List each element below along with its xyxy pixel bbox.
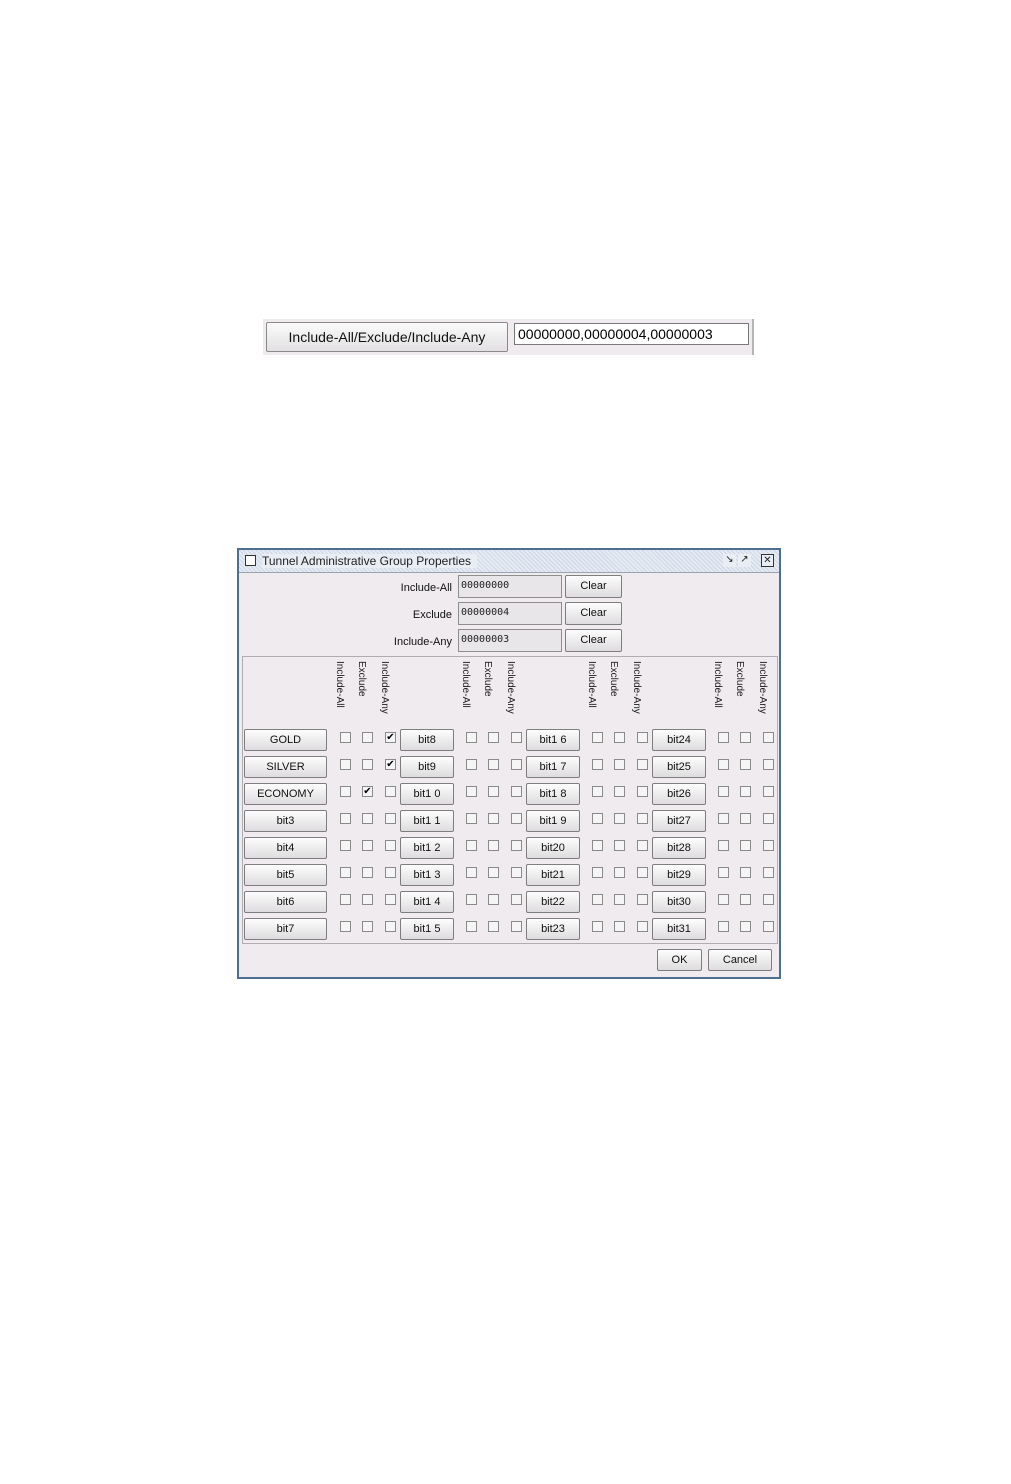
checkbox-bit29-include-any[interactable]: [763, 867, 774, 878]
checkbox-bit27-include-any[interactable]: [763, 813, 774, 824]
group-button-bit31[interactable]: bit31: [652, 918, 706, 940]
checkbox-bit15-include-any[interactable]: [511, 921, 522, 932]
checkbox-bit20-exclude[interactable]: [614, 840, 625, 851]
group-button-bit16[interactable]: bit1 6: [526, 729, 580, 751]
checkbox-bit24-include-any[interactable]: [763, 732, 774, 743]
exclude-field[interactable]: 00000004: [458, 602, 562, 625]
minimize-icon[interactable]: ↘: [723, 554, 736, 567]
checkbox-bit13-exclude[interactable]: [488, 867, 499, 878]
checkbox-bit20-include-any[interactable]: [637, 840, 648, 851]
checkbox-bit8-exclude[interactable]: [488, 732, 499, 743]
column-header-include-any: Include-Any: [631, 661, 642, 714]
group-button-bit11[interactable]: bit1 1: [400, 810, 454, 832]
checkbox-bit4-exclude[interactable]: [362, 840, 373, 851]
checkbox-bit29-exclude[interactable]: [740, 867, 751, 878]
column-header-exclude: Exclude: [482, 661, 493, 697]
checkbox-bit18-include-any[interactable]: [637, 786, 648, 797]
include-exclude-button[interactable]: Include-All/Exclude/Include-Any: [266, 322, 508, 352]
checkbox-bit4-include-any[interactable]: [385, 840, 396, 851]
checkbox-bit7-exclude[interactable]: [362, 921, 373, 932]
checkbox-bit10-include-all[interactable]: [466, 786, 477, 797]
admin-group-strip: [263, 319, 754, 355]
group-button-bit4[interactable]: bit4: [244, 837, 327, 859]
checkbox-bit19-include-all[interactable]: [592, 813, 603, 824]
column-header-include-all: Include-All: [334, 661, 345, 708]
checkbox-bit10-include-any[interactable]: [511, 786, 522, 797]
group-button-bit13[interactable]: bit1 3: [400, 864, 454, 886]
group-button-gold[interactable]: GOLD: [244, 729, 327, 751]
checkbox-bit26-include-all[interactable]: [718, 786, 729, 797]
checkbox-bit25-exclude[interactable]: [740, 759, 751, 770]
group-button-bit17[interactable]: bit1 7: [526, 756, 580, 778]
column-header-exclude: Exclude: [608, 661, 619, 697]
include-any-field[interactable]: 00000003: [458, 629, 562, 652]
column-header-include-all: Include-All: [586, 661, 597, 708]
checkbox-bit11-exclude[interactable]: [488, 813, 499, 824]
checkbox-bit20-include-all[interactable]: [592, 840, 603, 851]
checkbox-bit16-include-any[interactable]: [637, 732, 648, 743]
group-button-bit9[interactable]: bit9: [400, 756, 454, 778]
checkbox-bit22-include-any[interactable]: [637, 894, 648, 905]
column-header-include-any: Include-Any: [379, 661, 390, 714]
checkbox-bit24-include-all[interactable]: [718, 732, 729, 743]
admin-group-value-field[interactable]: 00000000,00000004,00000003: [514, 323, 749, 345]
checkbox-bit13-include-any[interactable]: [511, 867, 522, 878]
checkbox-bit26-exclude[interactable]: [740, 786, 751, 797]
column-header-include-any: Include-Any: [505, 661, 516, 714]
checkbox-bit16-exclude[interactable]: [614, 732, 625, 743]
group-button-bit3[interactable]: bit3: [244, 810, 327, 832]
group-button-bit28[interactable]: bit28: [652, 837, 706, 859]
include-any-clear-button[interactable]: Clear: [565, 629, 622, 652]
checkbox-gold-include-all[interactable]: [340, 732, 351, 743]
group-button-bit8[interactable]: bit8: [400, 729, 454, 751]
checkbox-bit31-exclude[interactable]: [740, 921, 751, 932]
group-button-bit18[interactable]: bit1 8: [526, 783, 580, 805]
group-button-bit19[interactable]: bit1 9: [526, 810, 580, 832]
checkbox-bit19-include-any[interactable]: [637, 813, 648, 824]
group-button-economy[interactable]: ECONOMY: [244, 783, 327, 805]
checkbox-bit8-include-any[interactable]: [511, 732, 522, 743]
checkbox-bit6-include-any[interactable]: [385, 894, 396, 905]
checkbox-bit23-include-all[interactable]: [592, 921, 603, 932]
include-all-clear-button[interactable]: Clear: [565, 575, 622, 598]
checkbox-economy-include-any[interactable]: [385, 786, 396, 797]
group-button-bit6[interactable]: bit6: [244, 891, 327, 913]
checkbox-bit31-include-all[interactable]: [718, 921, 729, 932]
checkbox-bit9-include-all[interactable]: [466, 759, 477, 770]
checkbox-bit23-include-any[interactable]: [637, 921, 648, 932]
checkbox-economy-include-all[interactable]: [340, 786, 351, 797]
checkbox-bit3-include-all[interactable]: [340, 813, 351, 824]
group-button-bit14[interactable]: bit1 4: [400, 891, 454, 913]
checkbox-gold-include-any[interactable]: ✔: [386, 732, 395, 743]
checkbox-bit3-exclude[interactable]: [362, 813, 373, 824]
checkbox-bit17-include-any[interactable]: [637, 759, 648, 770]
checkbox-bit15-include-all[interactable]: [466, 921, 477, 932]
group-button-bit23[interactable]: bit23: [526, 918, 580, 940]
checkbox-bit28-include-all[interactable]: [718, 840, 729, 851]
checkbox-bit21-exclude[interactable]: [614, 867, 625, 878]
column-header-include-any: Include-Any: [757, 661, 768, 714]
checkbox-bit24-exclude[interactable]: [740, 732, 751, 743]
checkbox-bit5-include-all[interactable]: [340, 867, 351, 878]
checkbox-bit17-exclude[interactable]: [614, 759, 625, 770]
exclude-clear-button[interactable]: Clear: [565, 602, 622, 625]
checkbox-bit3-include-any[interactable]: [385, 813, 396, 824]
group-button-bit30[interactable]: bit30: [652, 891, 706, 913]
dialog-title: Tunnel Administrative Group Properties: [262, 554, 477, 568]
group-button-bit12[interactable]: bit1 2: [400, 837, 454, 859]
checkbox-bit31-include-any[interactable]: [763, 921, 774, 932]
ok-button[interactable]: OK: [657, 949, 702, 971]
checkbox-bit27-exclude[interactable]: [740, 813, 751, 824]
checkbox-silver-include-all[interactable]: [340, 759, 351, 770]
checkbox-bit28-include-any[interactable]: [763, 840, 774, 851]
checkbox-bit18-exclude[interactable]: [614, 786, 625, 797]
checkbox-bit9-include-any[interactable]: [511, 759, 522, 770]
checkbox-bit4-include-all[interactable]: [340, 840, 351, 851]
include-any-label: Include-Any: [393, 636, 452, 648]
checkbox-bit14-include-any[interactable]: [511, 894, 522, 905]
exclude-label: Exclude: [412, 609, 452, 621]
column-header-exclude: Exclude: [356, 661, 367, 697]
checkbox-bit6-exclude[interactable]: [362, 894, 373, 905]
checkbox-bit25-include-all[interactable]: [718, 759, 729, 770]
checkbox-silver-include-any[interactable]: ✔: [386, 759, 395, 770]
checkbox-bit12-include-all[interactable]: [466, 840, 477, 851]
checkbox-bit12-include-any[interactable]: [511, 840, 522, 851]
checkbox-economy-exclude[interactable]: ✔: [363, 786, 372, 797]
checkbox-bit29-include-all[interactable]: [718, 867, 729, 878]
group-button-bit7[interactable]: bit7: [244, 918, 327, 940]
checkbox-bit15-exclude[interactable]: [488, 921, 499, 932]
title-bar[interactable]: [239, 550, 779, 573]
group-button-bit22[interactable]: bit22: [526, 891, 580, 913]
checkbox-bit14-include-all[interactable]: [466, 894, 477, 905]
group-button-bit5[interactable]: bit5: [244, 864, 327, 886]
column-header-include-all: Include-All: [712, 661, 723, 708]
checkbox-bit5-exclude[interactable]: [362, 867, 373, 878]
include-all-label: Include-All: [400, 582, 452, 594]
checkbox-bit11-include-any[interactable]: [511, 813, 522, 824]
checkbox-bit14-exclude[interactable]: [488, 894, 499, 905]
checkbox-bit13-include-all[interactable]: [466, 867, 477, 878]
checkbox-bit22-exclude[interactable]: [614, 894, 625, 905]
checkbox-gold-exclude[interactable]: [362, 732, 373, 743]
checkbox-bit11-include-all[interactable]: [466, 813, 477, 824]
checkbox-bit27-include-all[interactable]: [718, 813, 729, 824]
group-button-bit27[interactable]: bit27: [652, 810, 706, 832]
group-button-bit21[interactable]: bit21: [526, 864, 580, 886]
group-button-bit25[interactable]: bit25: [652, 756, 706, 778]
checkbox-bit18-include-all[interactable]: [592, 786, 603, 797]
checkbox-bit21-include-all[interactable]: [592, 867, 603, 878]
checkbox-bit23-exclude[interactable]: [614, 921, 625, 932]
group-button-bit10[interactable]: bit1 0: [400, 783, 454, 805]
cancel-button[interactable]: Cancel: [708, 949, 772, 971]
dialog-footer: [239, 946, 779, 977]
checkbox-bit6-include-all[interactable]: [340, 894, 351, 905]
checkbox-bit30-include-all[interactable]: [718, 894, 729, 905]
group-button-bit24[interactable]: bit24: [652, 729, 706, 751]
checkbox-bit21-include-any[interactable]: [637, 867, 648, 878]
checkbox-bit7-include-all[interactable]: [340, 921, 351, 932]
checkbox-bit30-exclude[interactable]: [740, 894, 751, 905]
checkbox-bit12-exclude[interactable]: [488, 840, 499, 851]
include-all-field[interactable]: 00000000: [458, 575, 562, 598]
checkbox-bit10-exclude[interactable]: [488, 786, 499, 797]
admin-group-dialog: [237, 548, 781, 979]
group-button-bit29[interactable]: bit29: [652, 864, 706, 886]
checkbox-silver-exclude[interactable]: [362, 759, 373, 770]
column-header-include-all: Include-All: [460, 661, 471, 708]
checkbox-bit26-include-any[interactable]: [763, 786, 774, 797]
checkbox-bit19-exclude[interactable]: [614, 813, 625, 824]
group-button-bit20[interactable]: bit20: [526, 837, 580, 859]
checkbox-bit28-exclude[interactable]: [740, 840, 751, 851]
checkbox-bit16-include-all[interactable]: [592, 732, 603, 743]
checkbox-bit17-include-all[interactable]: [592, 759, 603, 770]
group-button-bit15[interactable]: bit1 5: [400, 918, 454, 940]
checkbox-bit22-include-all[interactable]: [592, 894, 603, 905]
checkbox-bit7-include-any[interactable]: [385, 921, 396, 932]
maximize-icon[interactable]: ↗: [738, 554, 751, 567]
checkbox-bit5-include-any[interactable]: [385, 867, 396, 878]
checkbox-bit25-include-any[interactable]: [763, 759, 774, 770]
group-button-silver[interactable]: SILVER: [244, 756, 327, 778]
admin-group-grid: [242, 656, 778, 944]
group-button-bit26[interactable]: bit26: [652, 783, 706, 805]
checkbox-bit9-exclude[interactable]: [488, 759, 499, 770]
column-header-exclude: Exclude: [734, 661, 745, 697]
checkbox-bit30-include-any[interactable]: [763, 894, 774, 905]
close-icon[interactable]: ✕: [761, 554, 774, 567]
window-icon: [245, 555, 256, 566]
checkbox-bit8-include-all[interactable]: [466, 732, 477, 743]
